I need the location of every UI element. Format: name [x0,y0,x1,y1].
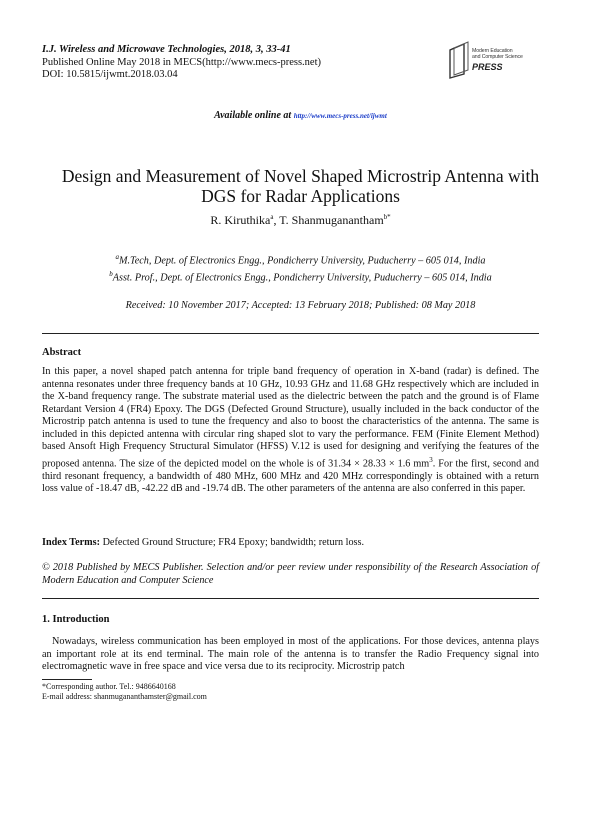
copyright-notice: © 2018 Published by MECS Publisher. Selection and/or peer review under responsibility of the Research Association of Modern Education and Computer Science [42,562,539,586]
book-icon [446,40,472,80]
footnote [42,682,207,702]
title-line: Design and Measurement of Novel Shaped Microstrip Antenna with [61,166,540,186]
footnote-corresponding: *Corresponding author. Tel.: 9486640168 [42,682,176,691]
available-online [0,110,601,121]
journal-header [42,44,321,82]
affiliation-a [0,251,601,268]
footnote-email: E-mail address: shanmugananthamster@gmail.com [42,692,207,701]
top-divider [42,333,539,334]
journal-publication-line: Published Online May 2018 in MECS(http://www.mecs-press.net) [42,56,322,68]
bottom-divider [42,598,539,599]
affiliation-b [0,268,601,285]
logo-text-line: Modern Education [472,48,513,54]
author-separator: , [273,213,280,227]
title-line: DGS for Radar Applications [201,186,400,206]
introduction-heading: 1. Introduction [42,614,110,625]
affil-text: Asst. Prof., Dept. of Electronics Engg., Pondicherry University, Puducherry – 605 014, India [112,272,492,284]
received-dates: Received: 10 November 2017; Accepted: 13 February 2018; Published: 08 May 2018 [125,300,476,311]
affil-sup: b [109,269,113,278]
paper-title [20,166,581,206]
journal-citation: I.J. Wireless and Microwave Technologies, 2018, 3, 33-41 [42,44,291,55]
footnote-rule [42,679,92,680]
index-terms-text: Defected Ground Structure; FR4 Epoxy; bandwidth; return loss. [100,537,365,548]
logo-press: PRESS [472,62,503,72]
index-terms-label: Index Terms: [42,537,101,548]
abstract-sup: 3 [429,455,433,464]
authors [0,213,601,228]
author-name: T. Shanmuganantham [279,213,384,227]
logo-text-line: and Computer Science [472,54,523,60]
journal-url-link[interactable]: http://www.mecs-press.net/ijwmt [293,112,387,120]
index-terms [42,537,364,548]
introduction-body: Nowadays, wireless communication has been employed in most of the applications. For those devices, antenna plays an important role at its end terminal. The main role of the antenna is to transfer the Radio Frequency signal into electromagnetic wave in free space and vice versa due to its reciprocity. Microstrip patch [42,636,539,673]
affil-text: M.Tech, Dept. of Electronics Engg., Pondicherry University, Puducherry – 605 014, India [119,255,486,267]
affil-sup: a [115,253,119,261]
publisher-logo [446,40,556,86]
abstract-heading: Abstract [42,347,82,358]
journal-doi: DOI: 10.5815/ijwmt.2018.03.04 [42,69,178,81]
abstract-text: In this paper, a novel shaped patch antenna for triple band frequency of operation in X-band (radar) is defined. The antenna resonates under three frequency bands at 10 GHz, 10.93 GHz and 11.68 GHz respectively which are included in the X-band frequency range. The substrate material used as the dielectric between the patch and the ground is of Flame Retardant Version 4 (FR4) Epoxy. The DGS (Defected Ground Structure), usually included in the back conductor of the Microstrip patch antenna is used to tune the frequency and also to boost the characteristics of the antenna. The same is included in this depicted antenna with circular ring shaped slot to vary the performance. FEM (Finite Element Method) based Ansoft High Frequency Structural Simulator (HFSS) V.12 is used for designing and verifying the features of the proposed antenna. The size of the depicted model on the whole is of 31.34 × 28.33 × 1.6 mm [42,366,539,470]
abstract-text: . For the first, second and third resonant frequency, a bandwidth of 480 MHz, 600 MHz and 420 MHz correspondingly is obtained with a return loss value of -18.47 dB, -42.22 dB and -19.74 dB. The other parameters of the antenna are also conferred in this paper. [42,458,539,495]
available-label: Available online at [214,110,292,121]
abstract-body [42,366,539,496]
author-name: R. Kiruthika [210,213,271,227]
author-sup: b* [383,213,391,221]
affiliations [0,251,601,285]
author-sup: a [270,213,274,221]
